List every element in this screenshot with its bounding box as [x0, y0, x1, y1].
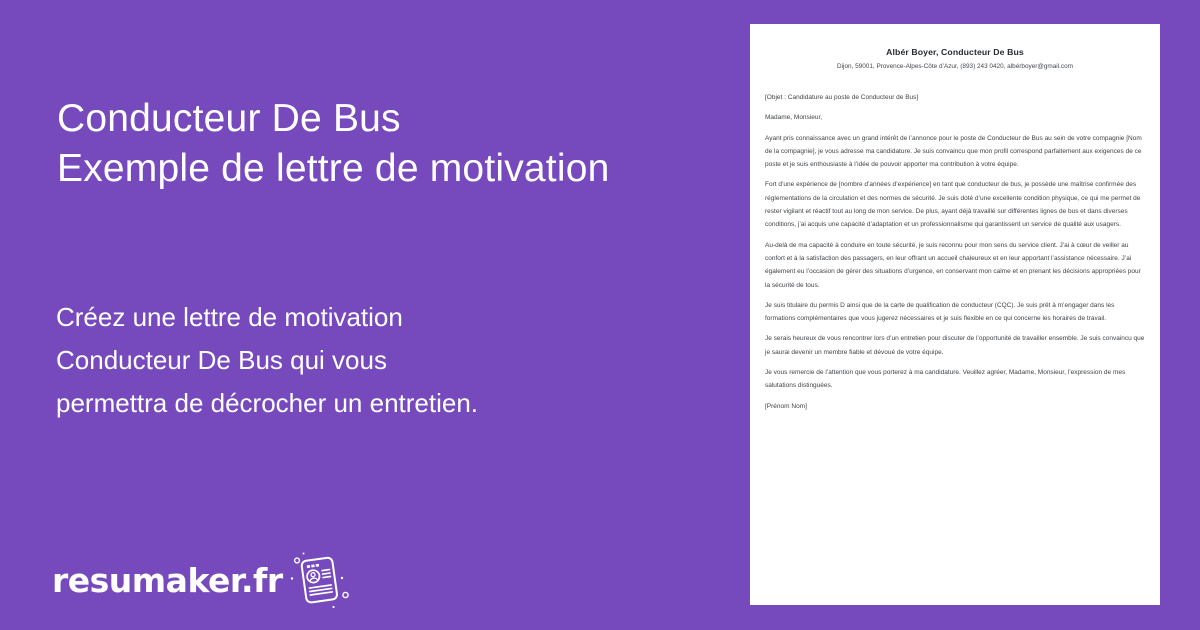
page-title-line-1: Conducteur De Bus [57, 97, 401, 140]
letter-body [750, 91, 1160, 413]
letter-subject-line: [Objet : Candidature au poste de Conducteur de Bus] [765, 94, 919, 101]
page-title [57, 94, 610, 194]
resume-document-icon [287, 548, 353, 614]
cover-letter-document [750, 24, 1160, 605]
brand-logo [52, 548, 353, 614]
page-title-line-2: Exemple de lettre de motivation [57, 147, 610, 190]
letter-signature: [Prénom Nom] [765, 402, 807, 410]
page-subtitle-line-1: Créez une lettre de motivation [56, 302, 403, 332]
letter-contact-line: Dijon, 59001, Provence-Alpes-Côte d’Azur, (893) 243 0420, albérboyer@gmail.com [837, 63, 1073, 70]
letter-paragraph: Ayant pris connaissance avec un grand intérêt de l’annonce pour le poste de Conducteur de Bus au sein de votre compagnie [Nom de la compagnie], je vous adresse ma candidature. Je suis convaincu que mon profil correspond parfaitement aux exigences de ce poste et je suis enthousiaste à l’idée de pouvoir apporter ma contribution à votre équipe. [765, 134, 1142, 169]
page-subtitle-line-2: Conducteur De Bus qui vous [56, 345, 387, 375]
brand-logo-text: resumaker.fr [52, 561, 283, 600]
letter-paragraph: Fort d’une expérience de [nombre d’années d’expérience] en tant que conducteur de bus, je possède une maîtrise confirmée des réglementations de la circulation et des normes de sécurité. Je suis doté d’une excellente condition physique, ce qui me permet de rester vigilant et réactif tout au long de mon service. De plus, ayant déjà travaillé sur différentes lignes de bus et dans diverses conditions, j’ai acquis une capacité d’adaptation et un professionnalisme qui garantissent un service de qualité aux usagers. [765, 181, 1141, 229]
letter-name-heading: Albér Boyer, Conducteur De Bus [886, 47, 1024, 57]
page-subtitle [56, 296, 478, 425]
page-subtitle-line-3: permettra de décrocher un entretien. [56, 388, 479, 418]
letter-paragraph: Au-delà de ma capacité à conduire en toute sécurité, je suis reconnu pour mon sens du service client. J’ai à cœur de veiller au confort et à la satisfaction des passagers, en leur offrant un accueil chaleureux et en leur apportant l’assistance nécessaire. J’ai également eu l’occasion de gérer des situations d’urgence, en conservant mon calme et en prenant les décisions appropriées pour la sécurité de tous. [765, 241, 1141, 289]
letter-paragraph: Je suis titulaire du permis D ainsi que de la carte de qualification de conducteur (CQC). Je suis prêt à m’engager dans les formations complémentaires que vous jugerez nécessaires et je suis flexible en ce qui concerne les horaires de travail. [765, 301, 1115, 323]
letter-paragraph: Je vous remercie de l’attention que vous porterez à ma candidature. Veuillez agréer, Madame, Monsieur, l’expression de mes salutations distinguées. [765, 369, 1126, 390]
letter-salutation: Madame, Monsieur, [765, 114, 823, 122]
letter-paragraph: Je serais heureux de vous rencontrer lors d’un entretien pour discuter de l’opportunité de travailler ensemble. Je suis convaincu que je saurai devenir un membre fiable et dévoué de votre équipe. [765, 335, 1145, 356]
